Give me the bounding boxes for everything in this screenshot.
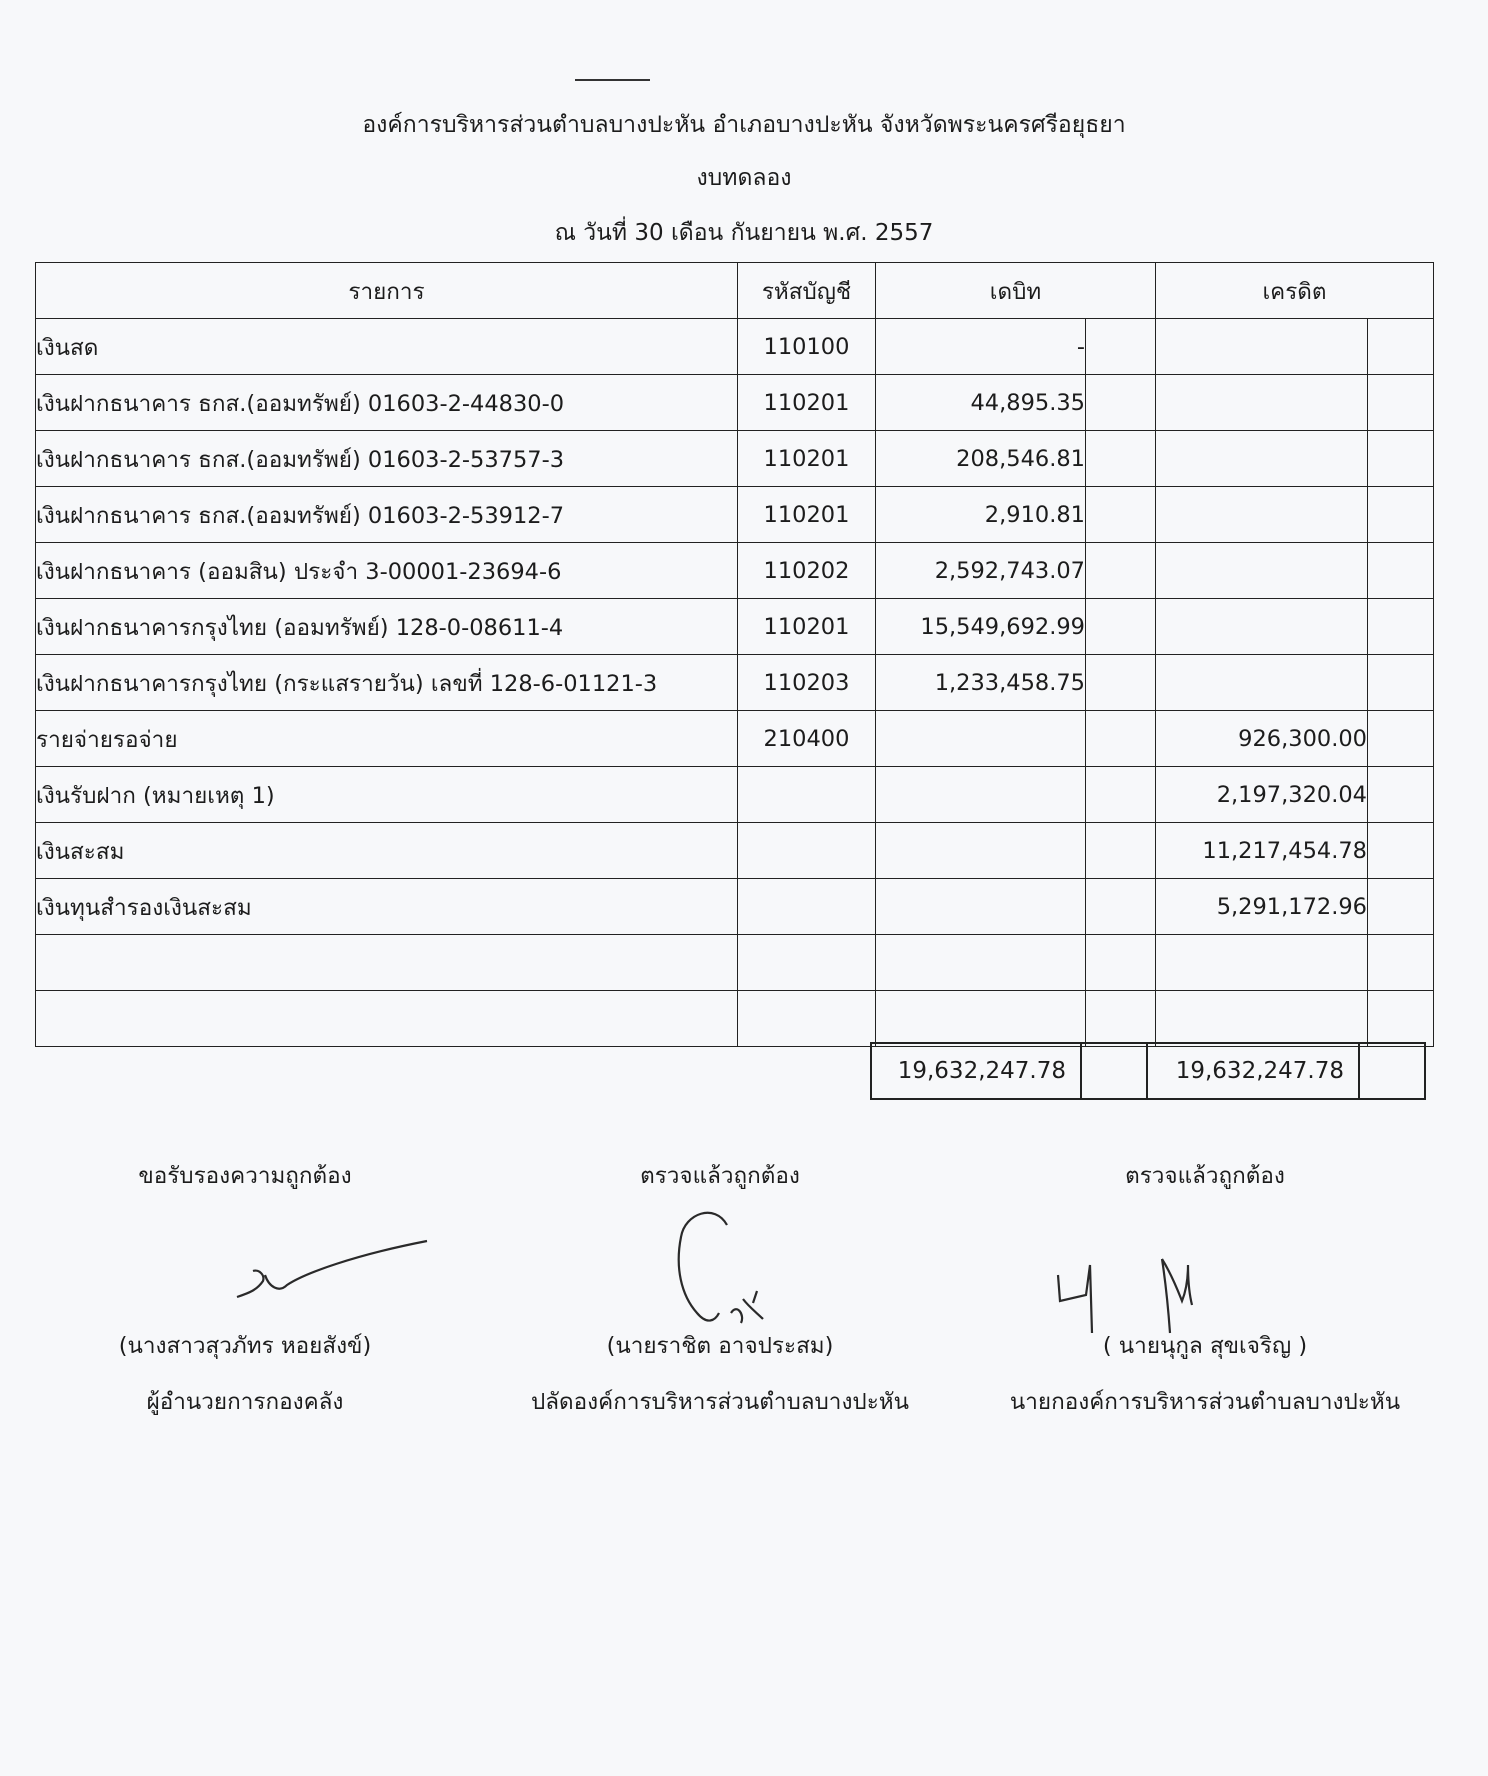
credit-cell [1156, 599, 1368, 655]
certify-label: ตรวจแล้วถูกต้อง [640, 1163, 800, 1189]
debit-spacer-cell [1086, 935, 1156, 991]
credit-spacer-cell [1368, 543, 1434, 599]
credit-cell: 926,300.00 [1156, 711, 1368, 767]
report-date: ณ วันที่ 30 เดือน กันยายน พ.ศ. 2557 [554, 220, 934, 246]
debit-cell [876, 767, 1086, 823]
signer-name: ( นายนุกูล สุขเจริญ ) [1102, 1333, 1308, 1359]
credit-cell [1156, 431, 1368, 487]
item-cell [36, 991, 738, 1047]
account-code-cell: 210400 [738, 711, 876, 767]
debit-spacer-cell [1086, 487, 1156, 543]
account-code-cell: 110201 [738, 431, 876, 487]
account-code-cell: 110202 [738, 543, 876, 599]
header-item: รายการ [36, 263, 738, 319]
account-code-cell: 110100 [738, 319, 876, 375]
organization-name: องค์การบริหารส่วนตำบลบางปะหัน อำเภอบางปะหัน จังหวัดพระนครศรีอยุธยา [362, 112, 1126, 138]
debit-cell: 2,592,743.07 [876, 543, 1086, 599]
signature-block-treasury [85, 1165, 405, 1425]
account-code-cell: 110201 [738, 375, 876, 431]
table-header-row [36, 263, 1434, 319]
total-credit-spacer [1359, 1043, 1425, 1099]
credit-spacer-cell [1368, 879, 1434, 935]
debit-cell [876, 991, 1086, 1047]
signer-position: ผู้อำนวยการกองคลัง [146, 1389, 344, 1415]
item-cell [36, 935, 738, 991]
credit-cell [1156, 655, 1368, 711]
table-row [36, 935, 1434, 991]
signature-block-clerk [505, 1165, 935, 1425]
credit-spacer-cell [1368, 431, 1434, 487]
credit-cell [1156, 543, 1368, 599]
item-cell: รายจ่ายรอจ่าย [36, 711, 738, 767]
document-title: งบทดลอง [696, 165, 792, 191]
debit-cell: 44,895.35 [876, 375, 1086, 431]
account-code-cell [738, 823, 876, 879]
credit-cell [1156, 375, 1368, 431]
account-code-cell [738, 991, 876, 1047]
credit-cell: 11,217,454.78 [1156, 823, 1368, 879]
debit-spacer-cell [1086, 991, 1156, 1047]
item-cell: เงินฝากธนาคาร ธกส.(ออมทรัพย์) 01603-2-53912-7 [36, 487, 738, 543]
table-row [36, 319, 1434, 375]
credit-spacer-cell [1368, 711, 1434, 767]
table-row [36, 823, 1434, 879]
totals-table [870, 1042, 1426, 1100]
credit-spacer-cell [1368, 655, 1434, 711]
table-body [36, 319, 1434, 1047]
account-code-cell: 110203 [738, 655, 876, 711]
credit-spacer-cell [1368, 767, 1434, 823]
account-code-cell: 110201 [738, 599, 876, 655]
trial-balance-table [35, 262, 1434, 1047]
credit-spacer-cell [1368, 487, 1434, 543]
credit-spacer-cell [1368, 823, 1434, 879]
handwritten-signature [645, 1203, 785, 1353]
item-cell: เงินสะสม [36, 823, 738, 879]
debit-cell [876, 823, 1086, 879]
header-account-code: รหัสบัญชี [738, 263, 876, 319]
debit-cell: 208,546.81 [876, 431, 1086, 487]
table-row [36, 767, 1434, 823]
signer-name: (นางสาวสุวภัทร หอยสังข์) [118, 1333, 372, 1359]
debit-spacer-cell [1086, 431, 1156, 487]
handwritten-signature [235, 1235, 435, 1315]
credit-cell [1156, 319, 1368, 375]
item-cell: เงินทุนสำรองเงินสะสม [36, 879, 738, 935]
debit-cell: 15,549,692.99 [876, 599, 1086, 655]
debit-spacer-cell [1086, 375, 1156, 431]
credit-cell [1156, 487, 1368, 543]
header-credit: เครดิต [1156, 263, 1434, 319]
debit-spacer-cell [1086, 655, 1156, 711]
debit-cell: 2,910.81 [876, 487, 1086, 543]
debit-cell [876, 935, 1086, 991]
certify-label: ขอรับรองความถูกต้อง [138, 1163, 352, 1189]
account-code-cell [738, 767, 876, 823]
total-debit: 19,632,247.78 [871, 1043, 1081, 1099]
credit-spacer-cell [1368, 991, 1434, 1047]
table-row [36, 543, 1434, 599]
debit-spacer-cell [1086, 879, 1156, 935]
table-row [36, 375, 1434, 431]
debit-cell: - [876, 319, 1086, 375]
item-cell: เงินฝากธนาคารกรุงไทย (กระแสรายวัน) เลขที่ 128-6-01121-3 [36, 655, 738, 711]
account-code-cell [738, 935, 876, 991]
item-cell: เงินฝากธนาคาร (ออมสิน) ประจำ 3-00001-23694-6 [36, 543, 738, 599]
credit-spacer-cell [1368, 319, 1434, 375]
header-debit: เดบิท [876, 263, 1156, 319]
item-cell: เงินรับฝาก (หมายเหตุ 1) [36, 767, 738, 823]
credit-spacer-cell [1368, 935, 1434, 991]
item-cell: เงินฝากธนาคาร ธกส.(ออมทรัพย์) 01603-2-44830-0 [36, 375, 738, 431]
table-row [36, 879, 1434, 935]
item-cell: เงินสด [36, 319, 738, 375]
debit-cell: 1,233,458.75 [876, 655, 1086, 711]
credit-spacer-cell [1368, 375, 1434, 431]
credit-cell [1156, 991, 1368, 1047]
credit-cell: 2,197,320.04 [1156, 767, 1368, 823]
total-debit-spacer [1081, 1043, 1147, 1099]
table-row [36, 711, 1434, 767]
item-cell: เงินฝากธนาคาร ธกส.(ออมทรัพย์) 01603-2-53757-3 [36, 431, 738, 487]
totals-row [871, 1043, 1425, 1099]
item-cell: เงินฝากธนาคารกรุงไทย (ออมทรัพย์) 128-0-08611-4 [36, 599, 738, 655]
credit-spacer-cell [1368, 599, 1434, 655]
account-code-cell: 110201 [738, 487, 876, 543]
debit-spacer-cell [1086, 767, 1156, 823]
signer-position: นายกองค์การบริหารส่วนตำบลบางปะหัน [1009, 1389, 1401, 1415]
signer-position: ปลัดองค์การบริหารส่วนตำบลบางปะหัน [530, 1389, 910, 1415]
table-row [36, 991, 1434, 1047]
total-credit: 19,632,247.78 [1147, 1043, 1359, 1099]
top-rule [575, 79, 650, 81]
table-row [36, 599, 1434, 655]
credit-cell [1156, 935, 1368, 991]
certify-label: ตรวจแล้วถูกต้อง [1125, 1163, 1285, 1189]
debit-cell [876, 879, 1086, 935]
signer-name: (นายราชิต อาจประสม) [606, 1333, 834, 1359]
credit-cell: 5,291,172.96 [1156, 879, 1368, 935]
debit-spacer-cell [1086, 823, 1156, 879]
debit-spacer-cell [1086, 319, 1156, 375]
table-row [36, 655, 1434, 711]
signature-block-mayor [960, 1165, 1450, 1425]
account-code-cell [738, 879, 876, 935]
debit-spacer-cell [1086, 711, 1156, 767]
table-row [36, 431, 1434, 487]
debit-cell [876, 711, 1086, 767]
table-row [36, 487, 1434, 543]
debit-spacer-cell [1086, 599, 1156, 655]
debit-spacer-cell [1086, 543, 1156, 599]
